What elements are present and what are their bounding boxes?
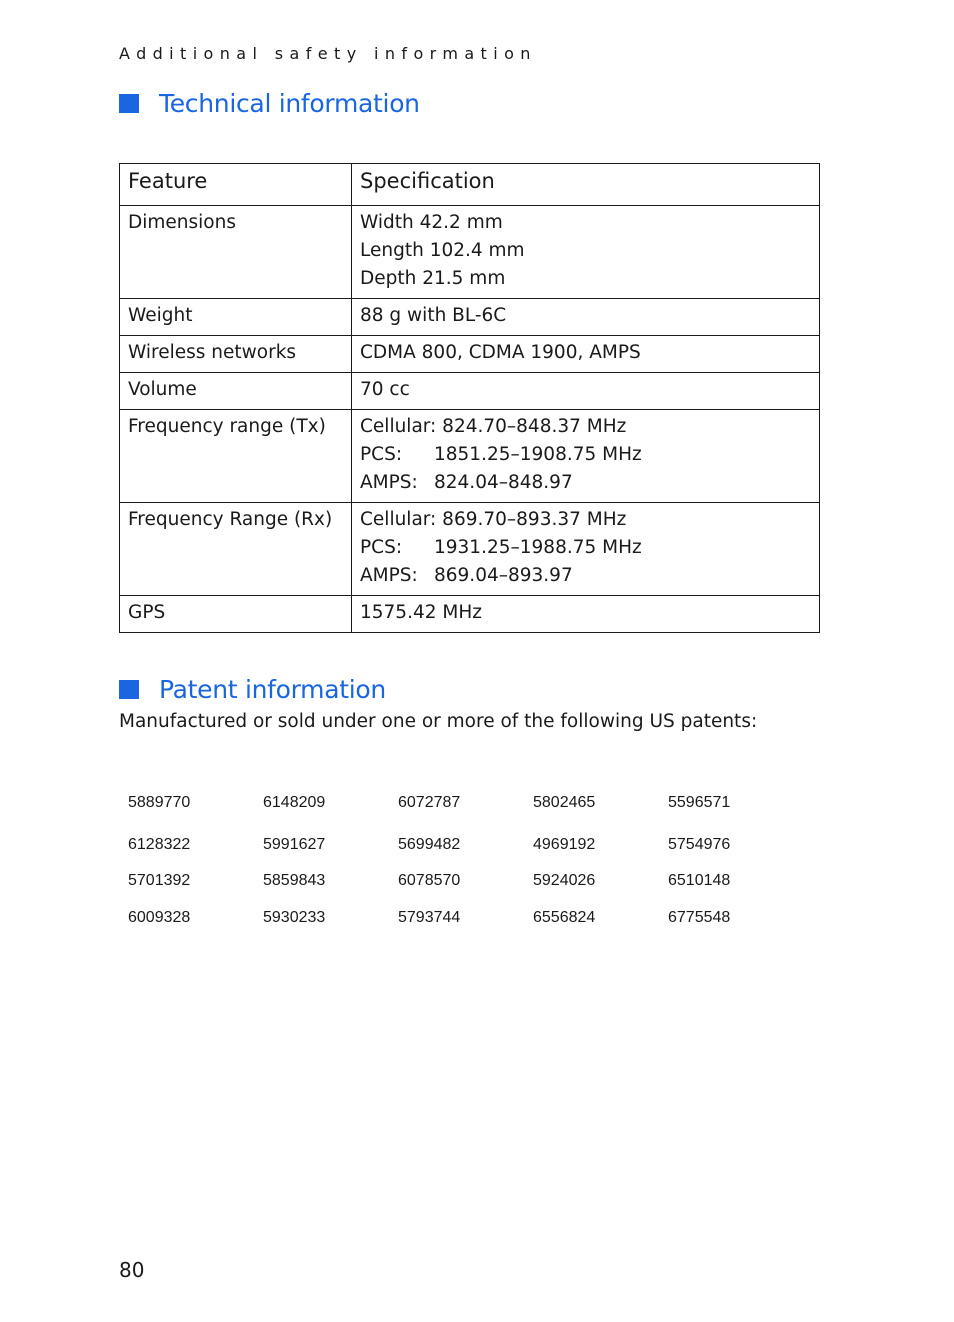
specification-line-value: Cellular: 824.70–848.37 MHz xyxy=(360,416,627,437)
specification-line xyxy=(360,237,811,265)
specification-line xyxy=(360,209,811,237)
specification-cell xyxy=(352,410,820,503)
patent-number: 5802465 xyxy=(533,794,596,811)
running-head: Additional safety information xyxy=(119,44,537,63)
specification-line-label: AMPS: xyxy=(360,472,418,493)
patent-number: 5859843 xyxy=(263,872,326,889)
specification-cell xyxy=(352,299,820,336)
specification-line-value: 869.04–893.97 xyxy=(434,565,573,586)
patent-number: 4969192 xyxy=(533,836,596,853)
feature-cell: GPS xyxy=(120,596,352,633)
specification-cell xyxy=(352,503,820,596)
specification-line-label: PCS: xyxy=(360,537,403,558)
heading-square-icon xyxy=(119,680,139,699)
feature-cell: Weight xyxy=(120,299,352,336)
technical-spec-table xyxy=(119,163,820,633)
specification-line xyxy=(360,339,811,367)
table-row xyxy=(120,336,820,373)
specification-line-value: Cellular: 869.70–893.37 MHz xyxy=(360,509,627,530)
specification-line xyxy=(360,469,811,497)
specification-line-value: 70 cc xyxy=(360,379,410,400)
patent-information-title: Patent information xyxy=(159,675,386,704)
specification-cell xyxy=(352,596,820,633)
specification-line xyxy=(360,534,811,562)
patent-number: 5930233 xyxy=(263,909,326,926)
specification-line-value: 1931.25–1988.75 MHz xyxy=(434,537,642,558)
specification-line xyxy=(360,302,811,330)
patent-number: 5793744 xyxy=(398,909,461,926)
feature-cell: Wireless networks xyxy=(120,336,352,373)
specification-line-value: CDMA 800, CDMA 1900, AMPS xyxy=(360,342,641,363)
specification-line xyxy=(360,441,811,469)
specification-line-value: 824.04–848.97 xyxy=(434,472,573,493)
specification-line-value: Length 102.4 mm xyxy=(360,240,525,261)
technical-information-title: Technical information xyxy=(159,89,420,118)
specification-line xyxy=(360,376,811,404)
patent-number: 5699482 xyxy=(398,836,461,853)
specification-line-label: AMPS: xyxy=(360,565,418,586)
patent-number: 6775548 xyxy=(668,909,731,926)
specification-cell xyxy=(352,373,820,410)
feature-cell: Volume xyxy=(120,373,352,410)
patent-number: 5596571 xyxy=(668,794,731,811)
patent-number: 6128322 xyxy=(128,836,191,853)
specification-line xyxy=(360,265,811,293)
table-row xyxy=(120,299,820,336)
feature-cell: Frequency Range (Rx) xyxy=(120,503,352,596)
table-row xyxy=(120,206,820,299)
table-row xyxy=(120,410,820,503)
patent-number: 6009328 xyxy=(128,909,191,926)
specification-line-value: 1575.42 MHz xyxy=(360,602,482,623)
specification-cell xyxy=(352,336,820,373)
specification-column-header: Specification xyxy=(352,164,820,206)
patent-intro-text: Manufactured or sold under one or more of the following US patents: xyxy=(119,711,758,732)
table-row xyxy=(120,596,820,633)
patent-number: 5701392 xyxy=(128,872,191,889)
table-row xyxy=(120,503,820,596)
specification-line xyxy=(360,562,811,590)
feature-cell: Dimensions xyxy=(120,206,352,299)
patent-number: 5991627 xyxy=(263,836,326,853)
specification-line-value: 88 g with BL-6C xyxy=(360,305,507,326)
specification-line-value: 1851.25–1908.75 MHz xyxy=(434,444,642,465)
patent-information-heading xyxy=(119,675,386,704)
patent-number: 5889770 xyxy=(128,794,191,811)
specification-line-label: PCS: xyxy=(360,444,403,465)
patent-number: 5754976 xyxy=(668,836,731,853)
patent-number: 6148209 xyxy=(263,794,326,811)
specification-line-value: Width 42.2 mm xyxy=(360,212,503,233)
specification-line-value: Depth 21.5 mm xyxy=(360,268,506,289)
heading-square-icon xyxy=(119,94,139,113)
specification-line xyxy=(360,506,811,534)
patent-number: 6556824 xyxy=(533,909,596,926)
feature-column-header: Feature xyxy=(120,164,352,206)
feature-cell: Frequency range (Tx) xyxy=(120,410,352,503)
spec-table-header-row xyxy=(120,164,820,206)
technical-information-heading xyxy=(119,89,420,118)
page-number: 80 xyxy=(119,1258,145,1282)
specification-cell xyxy=(352,206,820,299)
patent-number: 5924026 xyxy=(533,872,596,889)
table-row xyxy=(120,373,820,410)
patent-number: 6078570 xyxy=(398,872,461,889)
patent-number: 6072787 xyxy=(398,794,461,811)
specification-line xyxy=(360,413,811,441)
specification-line xyxy=(360,599,811,627)
patent-number: 6510148 xyxy=(668,872,731,889)
